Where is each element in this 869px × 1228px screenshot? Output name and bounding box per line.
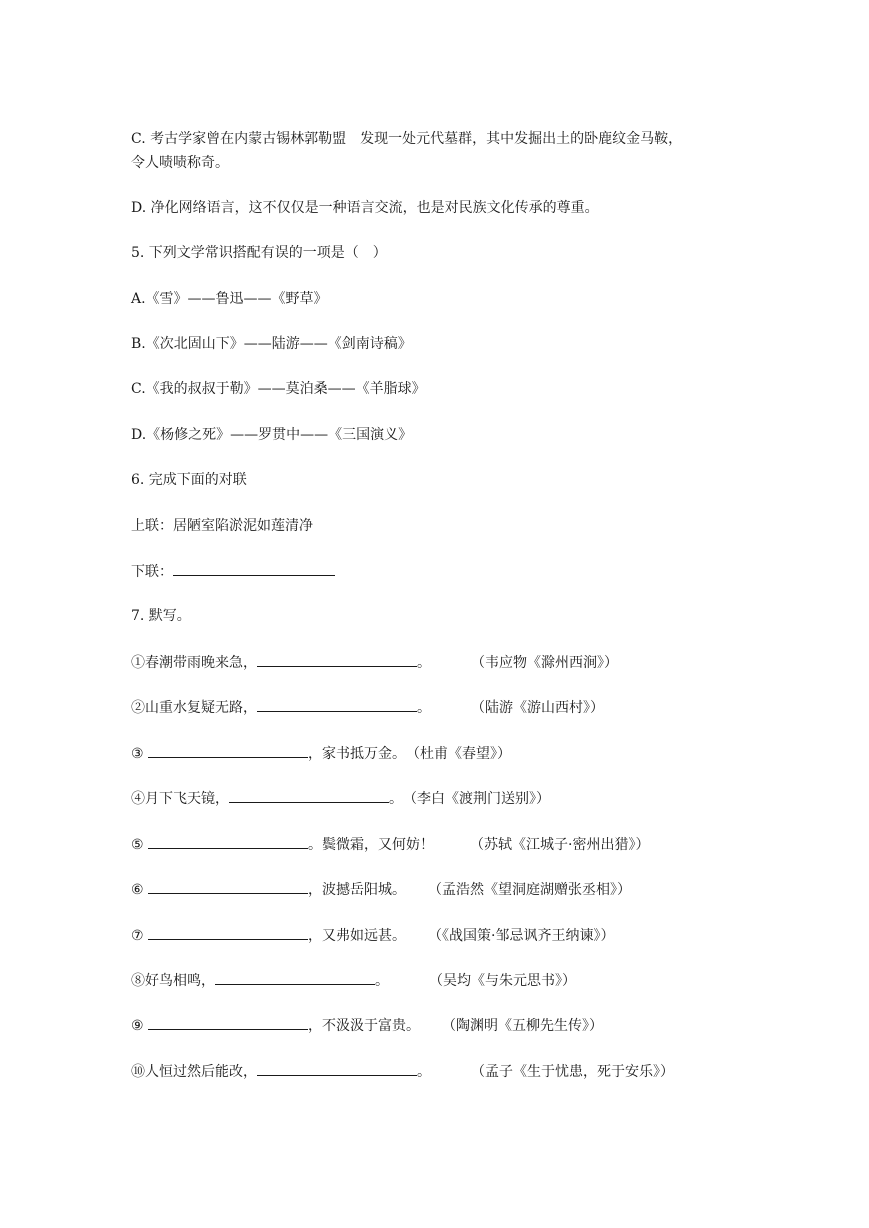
- q7-answer-blank[interactable]: [215, 970, 375, 985]
- q7-answer-blank[interactable]: [257, 652, 417, 667]
- q7-item-suffix: 。鬓微霜，又何妨！: [308, 837, 435, 853]
- q7-item-prefix: ④月下飞天镜，: [131, 791, 229, 807]
- q7-item: [131, 834, 649, 855]
- q7-item: [131, 1015, 603, 1036]
- q4-option-c-line1: C. 考古学家曾在内蒙古锡林郭勒盟 发现一处元代墓群，其中发掘出土的卧鹿纹金马鞍，: [131, 131, 683, 147]
- q6-upper-couplet: 上联：居陋室陷淤泥如莲清净: [131, 518, 313, 534]
- q7-answer-blank[interactable]: [148, 834, 308, 849]
- q7-item-prefix: ⑦: [131, 928, 149, 944]
- q7-item-suffix: 。: [417, 1064, 431, 1080]
- q7-item-suffix: 。: [389, 791, 403, 807]
- q7-item: [131, 788, 550, 809]
- q7-item-prefix: ②山重水复疑无路，: [131, 700, 257, 716]
- q7-item-source: （苏轼《江城子·密州出猎》）: [470, 837, 650, 853]
- q5-stem: 5. 下列文学常识搭配有误的一项是（ ）: [131, 245, 387, 261]
- q7-item-prefix: ⑨: [131, 1018, 149, 1034]
- q7-item-source: （孟子《生于忧患，死于安乐》）: [471, 1064, 674, 1080]
- q7-item-suffix: 。: [417, 655, 431, 671]
- q7-answer-blank[interactable]: [257, 697, 417, 712]
- q7-item-source: （陆游《游山西村》）: [471, 700, 604, 716]
- q7-item-prefix: ⑤: [131, 837, 149, 853]
- q7-stem: 7. 默写。: [131, 608, 191, 624]
- q7-item-suffix: ，家书抵万金。: [308, 746, 407, 762]
- q7-item: [131, 1061, 674, 1082]
- q7-answer-blank[interactable]: [148, 743, 308, 758]
- q7-item: [131, 970, 576, 991]
- q7-answer-blank[interactable]: [229, 788, 389, 803]
- q7-item-prefix: ①春潮带雨晚来急，: [131, 655, 257, 671]
- q6-answer-blank[interactable]: [173, 561, 335, 576]
- q7-item: [131, 925, 614, 946]
- q7-item-source: （李白《渡荆门送别》）: [403, 791, 550, 807]
- q7-item-source: （孟浩然《望洞庭湖赠张丞相》）: [428, 882, 632, 898]
- q6-stem: 6. 完成下面的对联: [131, 472, 247, 488]
- q7-item-source: （吴均《与朱元思书》）: [429, 973, 576, 989]
- q7-answer-blank[interactable]: [148, 1015, 308, 1030]
- q7-item-suffix: ，又弗如远甚。: [308, 928, 407, 944]
- q7-item-suffix: 。: [375, 973, 389, 989]
- q7-item-suffix: ，波撼岳阳城。: [308, 882, 407, 898]
- q7-answer-blank[interactable]: [148, 879, 308, 894]
- q7-item-prefix: ③: [131, 746, 149, 762]
- q5-option-b: B.《次北固山下》——陆游——《剑南诗稿》: [131, 336, 412, 352]
- q7-item-prefix: ⑧好鸟相鸣，: [131, 973, 215, 989]
- q7-answer-blank[interactable]: [148, 925, 308, 940]
- q4-option-d: D. 净化网络语言，这不仅仅是一种语言交流，也是对民族文化传承的尊重。: [131, 200, 599, 216]
- q5-option-a: A.《雪》——鲁迅——《野草》: [131, 291, 328, 307]
- q6-lower-label: 下联：: [131, 564, 173, 580]
- q7-item: [131, 743, 511, 764]
- q7-item-suffix: 。: [417, 700, 431, 716]
- q7-item-prefix: ⑩人恒过然后能改，: [131, 1064, 257, 1080]
- q7-answer-blank[interactable]: [257, 1061, 417, 1076]
- q7-item-source: （韦应物《滁州西涧》）: [471, 655, 618, 671]
- q7-item: [131, 652, 618, 673]
- q6-lower-couplet: [131, 561, 335, 582]
- q7-item-source: （杜甫《春望》）: [406, 746, 512, 762]
- q7-item-source: （陶渊明《五柳先生传》）: [442, 1018, 604, 1034]
- q5-option-c: C.《我的叔叔于勒》——莫泊桑——《羊脂球》: [131, 381, 426, 397]
- q7-item-prefix: ⑥: [131, 882, 149, 898]
- q7-item-source: （《战国策·邹忌讽齐王纳谏》）: [428, 928, 615, 944]
- q7-item: [131, 697, 604, 718]
- q7-item: [131, 879, 631, 900]
- q7-item-suffix: ，不汲汲于富贵。: [308, 1018, 421, 1034]
- q4-option-c-line2: 令人啧啧称奇。: [131, 155, 229, 171]
- q5-option-d: D.《杨修之死》——罗贯中——《三国演义》: [131, 427, 413, 443]
